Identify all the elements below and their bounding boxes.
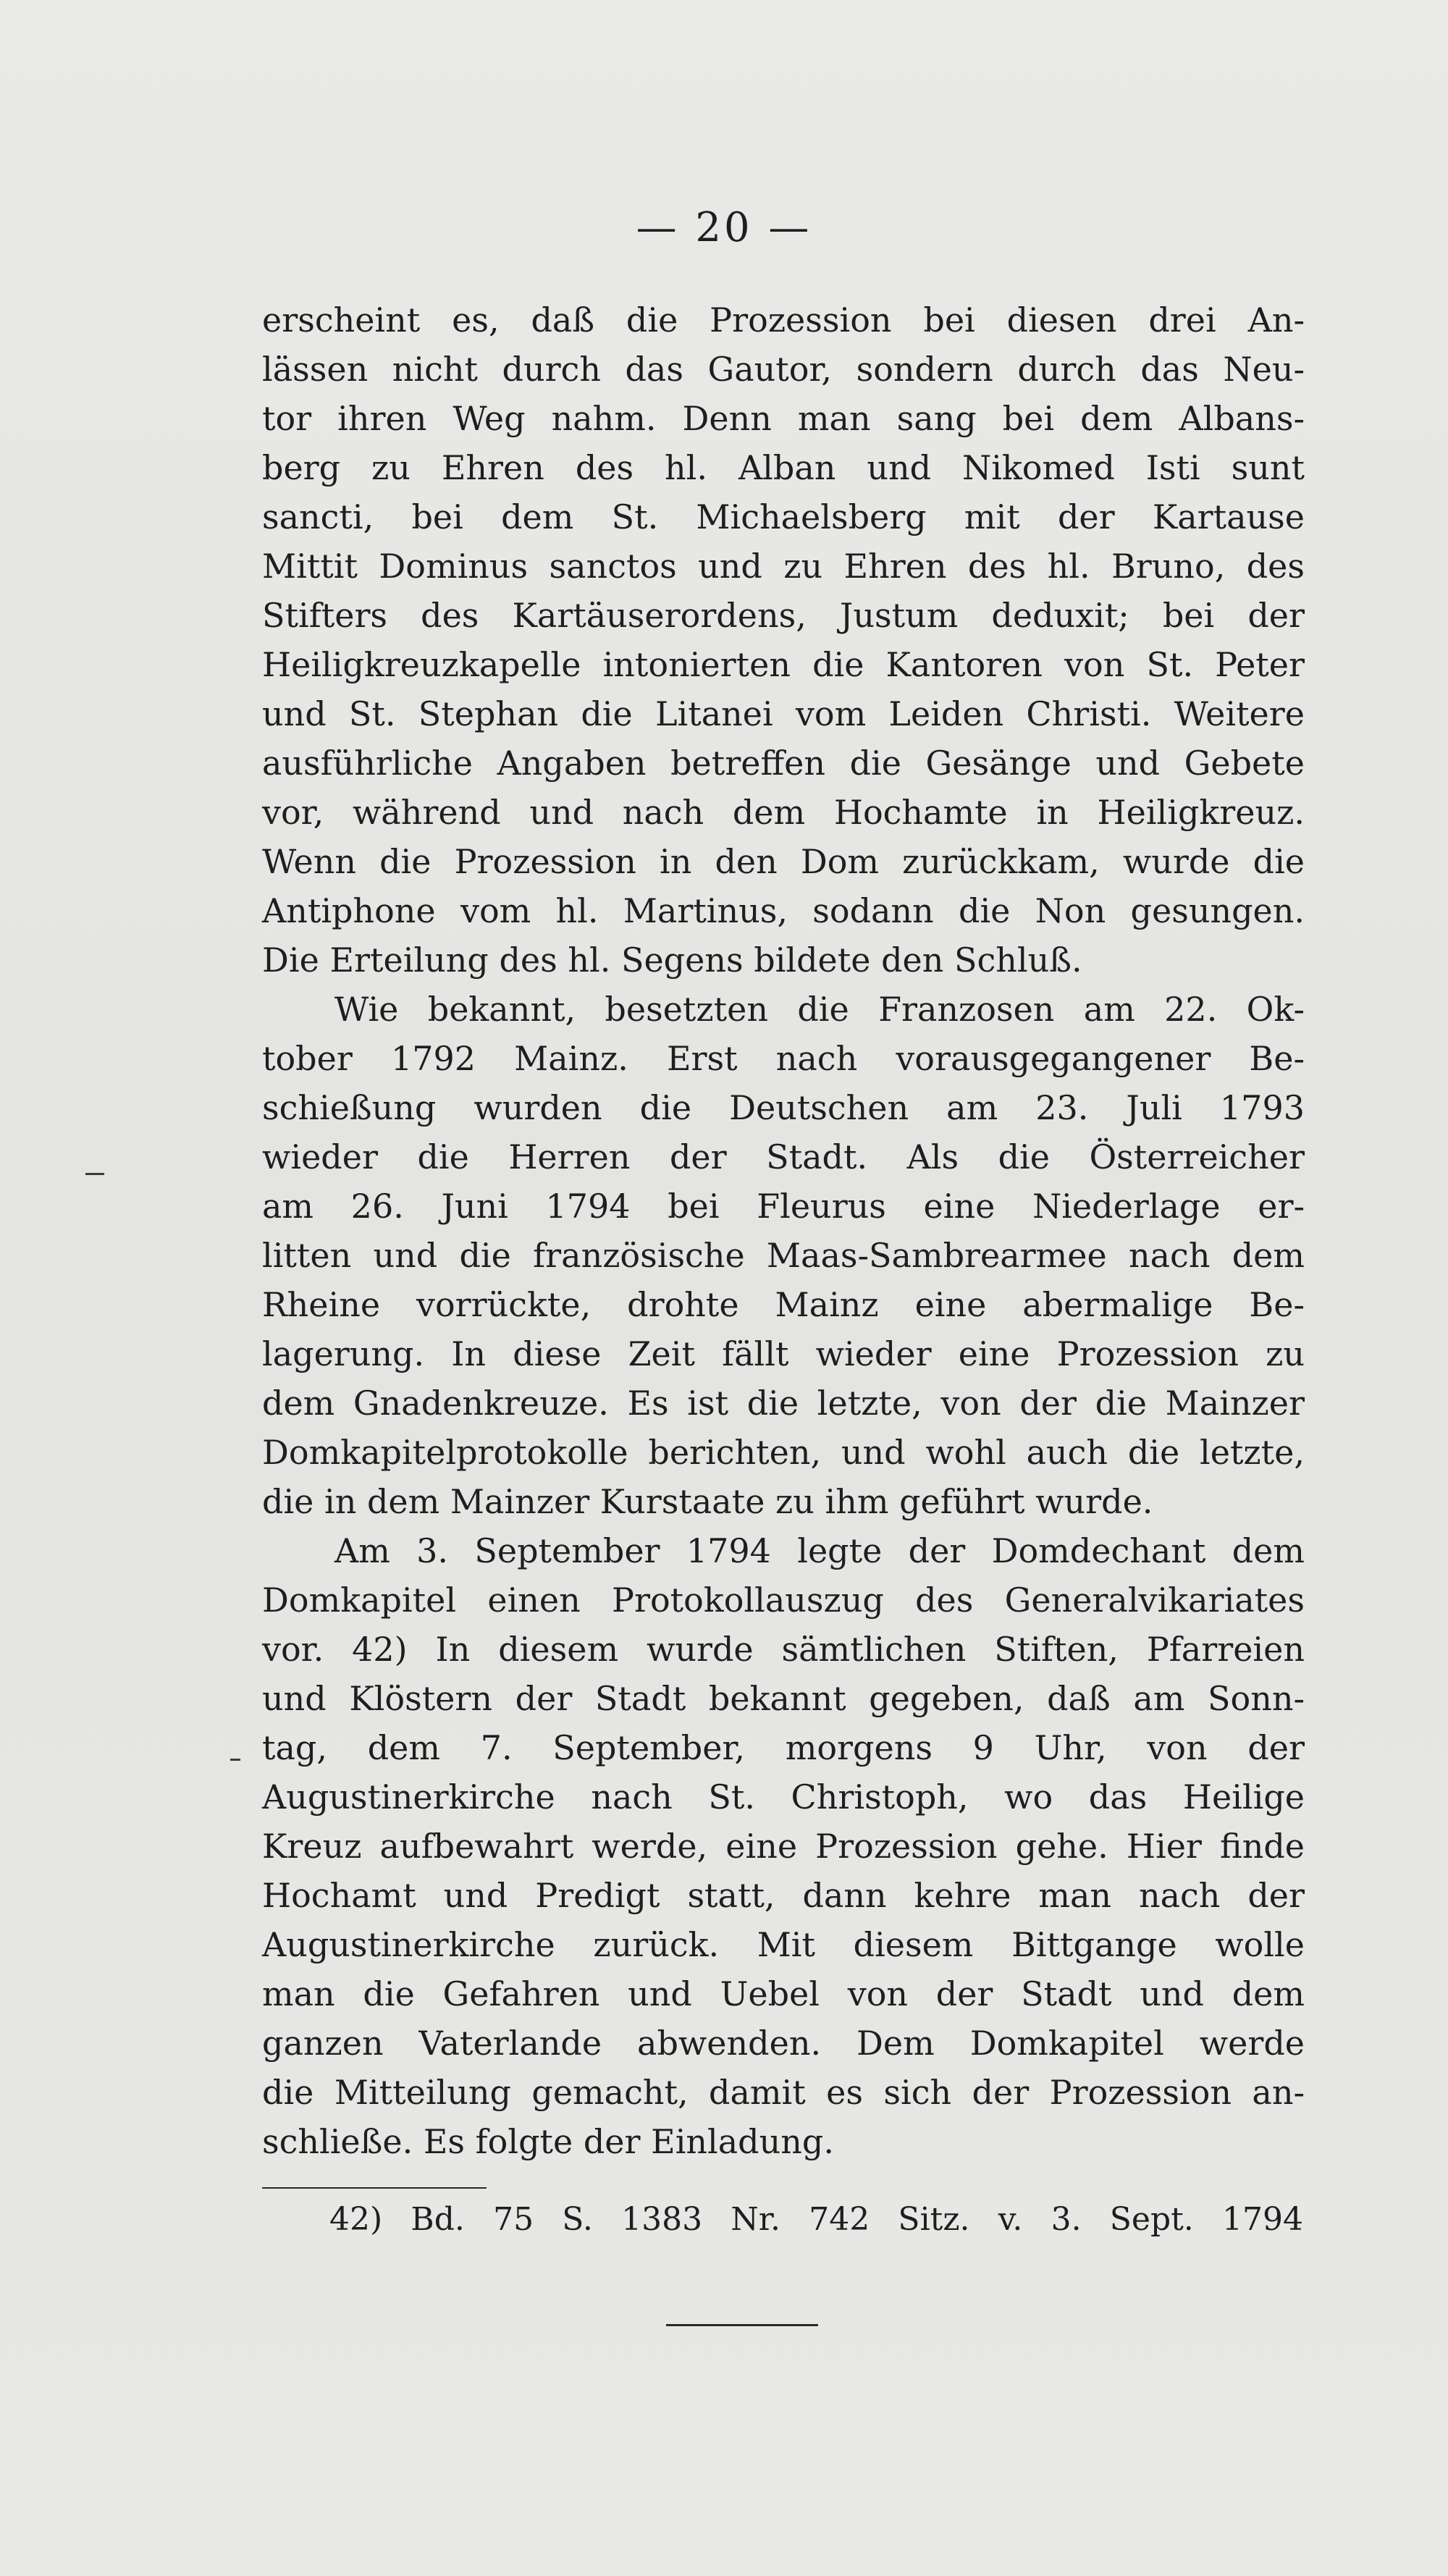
text-line: schießung wurden die Deutschen am 23. Juli 1793 bbox=[262, 1088, 1305, 1127]
text-line: dem Gnadenkreuze. Es ist die letzte, von der die Mainzer bbox=[262, 1384, 1305, 1423]
text-line: Rheine vorrückte, drohte Mainz eine abermalige Be- bbox=[262, 1285, 1305, 1324]
footnote-separator bbox=[262, 2187, 487, 2189]
margin-mark bbox=[85, 1173, 104, 1175]
text-line: Heiligkreuzkapelle intonierten die Kantoren von St. Peter bbox=[262, 645, 1305, 684]
text-line: Antiphone vom hl. Martinus, sodann die Non gesungen. bbox=[262, 891, 1305, 930]
text-line: tober 1792 Mainz. Erst nach vorausgegangener Be- bbox=[262, 1039, 1305, 1078]
margin-mark bbox=[230, 1759, 240, 1761]
text-line: sancti, bei dem St. Michaelsberg mit der Kartause bbox=[262, 497, 1305, 536]
closing-rule bbox=[666, 2324, 818, 2326]
page-number: — 20 — bbox=[636, 204, 812, 251]
text-line: ganzen Vaterlande abwenden. Dem Domkapitel werde bbox=[262, 2024, 1305, 2063]
text-line: tor ihren Weg nahm. Denn man sang bei dem Albans- bbox=[262, 399, 1305, 438]
text-line: Stifters des Kartäuserordens, Justum deduxit; bei der bbox=[262, 596, 1305, 635]
text-line: lässen nicht durch das Gautor, sondern durch das Neu- bbox=[262, 350, 1305, 389]
text-line: Augustinerkirche zurück. Mit diesem Bittgange wolle bbox=[262, 1925, 1305, 1964]
text-line: Wenn die Prozession in den Dom zurückkam, wurde die bbox=[262, 842, 1305, 881]
text-line: erscheint es, daß die Prozession bei diesen drei An- bbox=[262, 300, 1305, 340]
text-line: Die Erteilung des hl. Segens bildete den Schluß. bbox=[262, 940, 1082, 980]
text-line: vor, während und nach dem Hochamte in Heiligkreuz. bbox=[262, 793, 1305, 832]
footnote: 42) Bd. 75 S. 1383 Nr. 742 Sitz. v. 3. Sept. 1794 bbox=[329, 2201, 1303, 2238]
text-line: Mittit Dominus sanctos und zu Ehren des hl. Bruno, des bbox=[262, 547, 1305, 586]
text-line: und St. Stephan die Litanei vom Leiden Christi. Weitere bbox=[262, 694, 1305, 733]
text-line: Domkapitelprotokolle berichten, und wohl auch die letzte, bbox=[262, 1433, 1305, 1472]
text-line: man die Gefahren und Uebel von der Stadt und dem bbox=[262, 1974, 1305, 2013]
text-line: Augustinerkirche nach St. Christoph, wo das Heilige bbox=[262, 1777, 1305, 1817]
text-line: Am 3. September 1794 legte der Domdechant dem bbox=[334, 1531, 1305, 1570]
text-line: und Klöstern der Stadt bekannt gegeben, daß am Sonn- bbox=[262, 1679, 1305, 1718]
text-line: schließe. Es folgte der Einladung. bbox=[262, 2122, 834, 2161]
text-line: ausführliche Angaben betreffen die Gesänge und Gebete bbox=[262, 744, 1305, 783]
text-line: lagerung. In diese Zeit fällt wieder eine Prozession zu bbox=[262, 1334, 1305, 1373]
text-line: berg zu Ehren des hl. Alban und Nikomed Isti sunt bbox=[262, 448, 1305, 487]
text-line: wieder die Herren der Stadt. Als die Österreicher bbox=[262, 1137, 1305, 1177]
text-line: am 26. Juni 1794 bei Fleurus eine Niederlage er- bbox=[262, 1187, 1305, 1226]
text-line: Kreuz aufbewahrt werde, eine Prozession gehe. Hier finde bbox=[262, 1827, 1305, 1866]
text-line: die in dem Mainzer Kurstaate zu ihm geführt wurde. bbox=[262, 1482, 1153, 1521]
text-line: vor. 42) In diesem wurde sämtlichen Stiften, Pfarreien bbox=[262, 1630, 1305, 1669]
text-line: tag, dem 7. September, morgens 9 Uhr, von der bbox=[262, 1728, 1305, 1767]
text-line: Hochamt und Predigt statt, dann kehre man nach der bbox=[262, 1876, 1305, 1915]
text-line: Wie bekannt, besetzten die Franzosen am 22. Ok- bbox=[334, 990, 1305, 1029]
text-line: die Mitteilung gemacht, damit es sich der Prozession an- bbox=[262, 2073, 1305, 2112]
text-line: litten und die französische Maas-Sambrearmee nach dem bbox=[262, 1236, 1305, 1275]
text-line: Domkapitel einen Protokollauszug des Generalvikariates bbox=[262, 1580, 1305, 1620]
